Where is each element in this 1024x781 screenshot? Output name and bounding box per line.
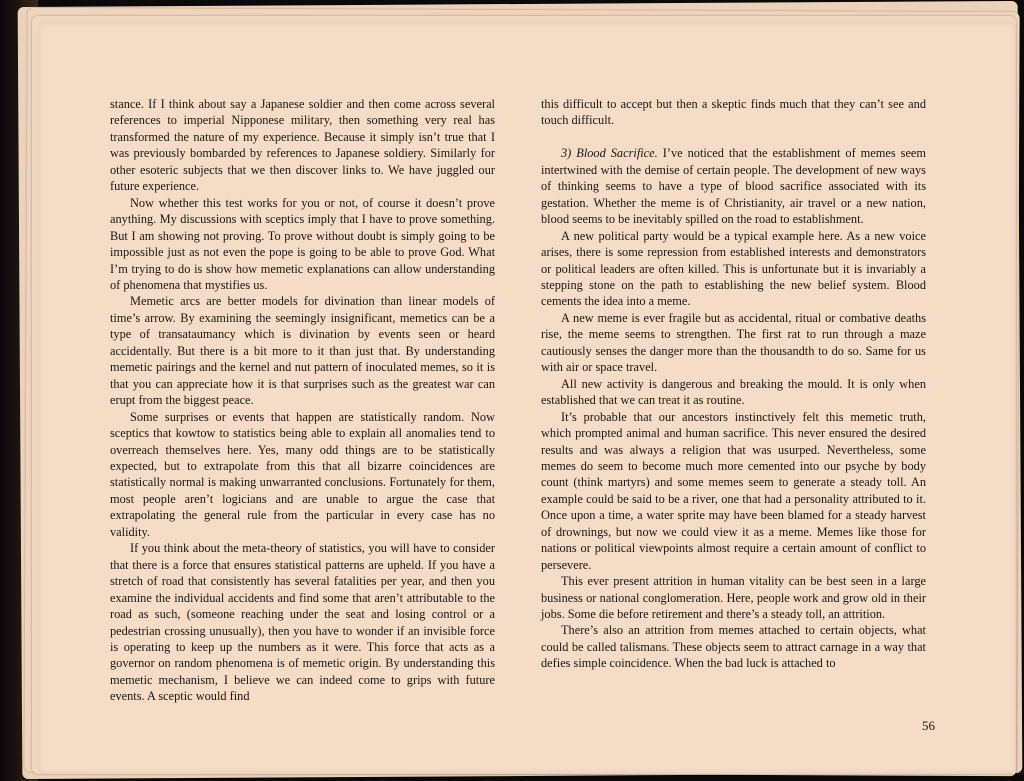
paragraph: Now whether this test works for you or not, of course it doesn’t prove anything. My discussions with sceptics imply that I have to prove something. But I am showing not proving. To prove without doubt is simply going to be impossible just as not even the pope is going to be able to prove God. What I’m trying to do is show how memetic explanations can allow understanding of phenomena that mystifies us. xyxy=(110,195,495,292)
section-paragraph-blood-sacrifice xyxy=(541,145,926,227)
left-text-column xyxy=(110,96,495,705)
paragraph: A new meme is ever fragile but as accidental, ritual or combative deaths rise, the meme seems to strengthen. The first rat to run through a maze cautiously senses the danger more than the thousandth to do so. Same for us with air or space travel. xyxy=(541,310,926,375)
paragraph: If you think about the meta-theory of statistics, you will have to consider that there is a force that ensures statistical patterns are upheld. If you have a stretch of road that consistently has several fatalities per year, and then you examine the individual accidents and find some that aren’t attributable to the road as such, (someone reaching under the seat and losing control or a pedestrian crossing unusually), then you have to wonder if an invisible force is operating to keep up the numbers as it were. This force that acts as a governor on random phenomena is of memetic origin. By understanding this memetic mechanism, I believe we can indeed come to grips with future events. A sceptic would find xyxy=(110,541,495,704)
paragraph: Memetic arcs are better models for divination than linear models of time’s arrow. By examining the seemingly insignificant, memetics can be a type of transataumancy which is divination by events seen or heard accidentally. But there is a bit more to it than just that. By understanding memetic pairings and the kernel and nut pattern of inoculated memes, so it is that you can appreciate how it is that surprises such as the greatest war can erupt from the biggest peace. xyxy=(110,294,495,408)
paragraph: stance. If I think about say a Japanese soldier and then come across several references to imperial Nipponese military, then something very real has transformed the nature of my experience. Because it simply isn’t true that I was previously bombarded by references to Japanese soldiery. Similarly for other esoteric subjects that we then discover links to. We have juggled our future experience. xyxy=(110,97,495,194)
paragraph: Some surprises or events that happen are statistically random. Now sceptics that kowtow to statistics being able to explain all anomalies tend to overreach themselves here. Yes, many odd things are to be statistically expected, but to extrapolate from this that all bizarre coincidences are statistically normal is making unwarranted conclusions. Fortunately for them, most people aren’t logicians and are unable to argue the case that extrapolating the general rule from the particular in every case has no validity. xyxy=(110,409,495,539)
page-number: 56 xyxy=(922,718,935,733)
paragraph: A new political party would be a typical example here. As a new voice arises, there is some repression from established interests and demonstrators or political leaders are often killed. This is unfortunate but it is invariably a stepping stone on the path to establishing the new belief system. Blood cements the idea into a meme. xyxy=(541,228,926,309)
paragraph: this difficult to accept but then a skeptic finds much that they can’t see and touch difficult. xyxy=(541,97,926,128)
paragraph: This ever present attrition in human vitality can be best seen in a large business or national conglomeration. Here, people work and grow old in their jobs. Some die before retirement and there’s a steady toll, an attrition. xyxy=(541,574,926,622)
right-text-column xyxy=(541,96,926,672)
section-heading: 3) Blood Sacrifice. xyxy=(561,146,658,161)
paragraph: There’s also an attrition from memes attached to certain objects, what could be called talismans. These objects seem to attract carnage in a way that defies simple coincidence. When the bad luck is attached to xyxy=(541,623,926,671)
paragraph-body: I’ve noticed that the establishment of memes seem intertwined with the demise of certain people. The development of new ways of thinking seems to have a type of blood sacrifice associated with its gestation. Whether the meme is of Christianity, air travel or a new nation, blood seems to be inevitably spilled on the road to establishment. xyxy=(541,146,927,227)
paragraph: All new activity is dangerous and breaking the mould. It is only when established that we can treat it as routine. xyxy=(541,376,926,408)
paragraph: It’s probable that our ancestors instinctively felt this memetic truth, which prompted animal and human sacrifice. This never ensured the desired results and was always a religion that was usurped. Nevertheless, some memes do seem to become much more cemented into our psyche by body count (think martyrs) and some memes seem to generate a steady toll. An example could be said to be a river, one that had a personality attributed to it. Once upon a time, a water sprite may have been blamed for a steady harvest of drownings, but now we could view it as a meme. Memes like those for nations or political viewpoints almost require a certain amount of conflict to persevere. xyxy=(541,409,926,572)
